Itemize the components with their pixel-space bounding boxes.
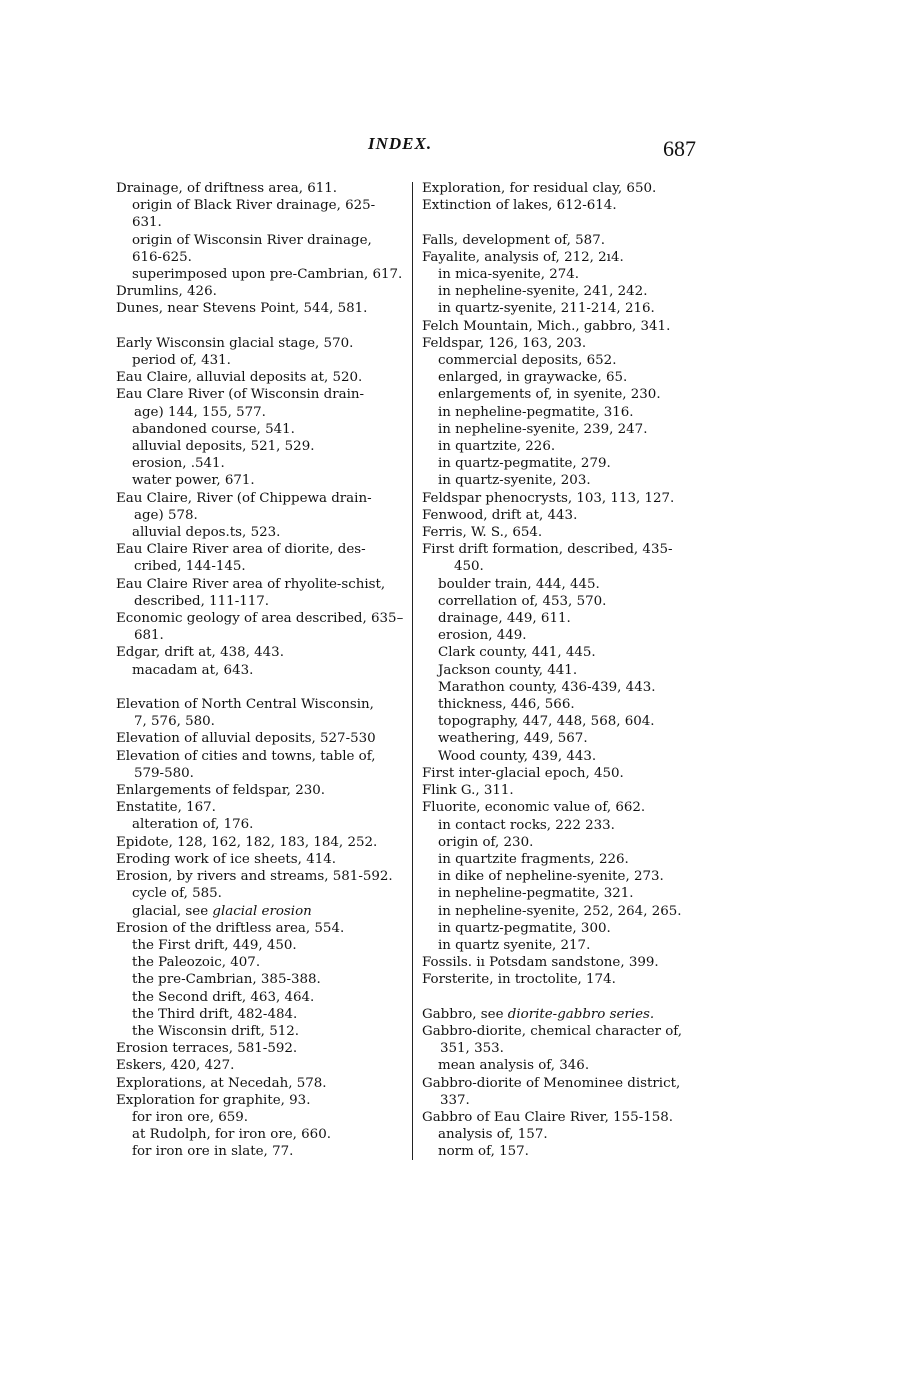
- index-entry: [422, 954, 712, 971]
- index-entry-text: the Second drift, 463, 464.: [132, 989, 315, 1005]
- index-entry: [116, 748, 408, 765]
- index-entry-text: alluvial deposits, 521, 529.: [132, 439, 315, 455]
- index-entry-text: First inter-glacial epoch, 450.: [422, 765, 624, 781]
- index-entry-text: Falls, development of, 587.: [422, 232, 605, 248]
- index-entry: [116, 472, 408, 489]
- index-entry-text: macadam at, 643.: [132, 662, 254, 678]
- index-entry: [422, 1057, 712, 1074]
- index-entry: [422, 782, 712, 799]
- index-entry: [116, 885, 408, 902]
- index-entry-text: Exploration for graphite, 93.: [116, 1092, 311, 1108]
- index-entry-text: the Third drift, 482-484.: [132, 1006, 298, 1022]
- index-entry: [116, 1006, 408, 1023]
- index-entry-text: correllation of, 453, 570.: [438, 593, 607, 609]
- index-entry: [116, 1040, 408, 1057]
- index-entry-text: Elevation of alluvial deposits, 527-530: [116, 731, 376, 747]
- index-entry: [422, 180, 712, 197]
- index-entry-text: Drumlins, 426.: [116, 284, 217, 300]
- index-entry-text: drainage, 449, 611.: [438, 611, 571, 627]
- index-entry-text: age) 578.: [134, 507, 198, 523]
- index-entry-text: Wood county, 439, 443.: [438, 748, 597, 764]
- index-entry: [422, 232, 712, 249]
- index-entry-text: Early Wisconsin glacial stage, 570.: [116, 335, 354, 351]
- index-entry: [116, 1075, 408, 1092]
- index-entry-text: Feldspar, 126, 163, 203.: [422, 335, 587, 351]
- index-entry: [116, 300, 408, 317]
- index-entry-text: the Paleozoic, 407.: [132, 955, 261, 971]
- index-entry: [116, 1143, 408, 1160]
- index-entry-text: Erosion terraces, 581-592.: [116, 1041, 298, 1057]
- index-entry: [116, 765, 408, 782]
- index-entry-text: cribed, 144-145.: [134, 559, 246, 575]
- index-entry-text: 351, 353.: [440, 1041, 504, 1057]
- index-entry-text: origin of Black River drainage, 625-: [132, 198, 376, 214]
- index-entry-text: Economic geology of area described, 635–: [116, 611, 404, 627]
- index-entry: [116, 558, 408, 575]
- index-entry: [116, 283, 408, 300]
- index-entry-text: mean analysis of, 346.: [438, 1058, 590, 1074]
- column-divider: [412, 182, 413, 1160]
- index-entry: [422, 662, 712, 679]
- index-entry-text: origin of Wisconsin River drainage,: [132, 232, 372, 248]
- index-entry: [116, 1023, 408, 1040]
- page-number: 687: [663, 136, 696, 161]
- index-entry-text: period of, 431.: [132, 353, 231, 369]
- index-entry-text: Edgar, drift at, 438, 443.: [116, 645, 284, 661]
- index-entry-text: Fayalite, analysis of, 212, 2ı4.: [422, 249, 624, 265]
- index-entry-text: 7, 576, 580.: [134, 714, 215, 730]
- index-entry: [116, 644, 408, 661]
- index-entry: [422, 644, 712, 661]
- index-entry-text: Eau Claire River area of diorite, des-: [116, 542, 366, 558]
- index-entry-text: Ferris, W. S., 654.: [422, 525, 543, 541]
- index-entry: [422, 971, 712, 988]
- index-column-left: [116, 180, 408, 1161]
- index-entry-text: in contact rocks, 222 233.: [438, 817, 615, 833]
- index-entry: [116, 541, 408, 558]
- index-entry-text: 631.: [132, 215, 162, 231]
- index-entry-text: commercial deposits, 652.: [438, 353, 617, 369]
- index-entry: [116, 1126, 408, 1143]
- index-entry: [422, 885, 712, 902]
- index-entry-text: Flink G., 311.: [422, 783, 514, 799]
- index-entry-text: Fossils. iı Potsdam sandstone, 399.: [422, 955, 659, 971]
- index-entry-text: alluvial depos.ts, 523.: [132, 525, 281, 541]
- index-entry-text: in quartz-syenite, 211-214, 216.: [438, 301, 655, 317]
- index-entry-text: in quartz-pegmatite, 279.: [438, 456, 611, 472]
- index-entry: [422, 455, 712, 472]
- index-entry: [116, 954, 408, 971]
- index-entry: [116, 404, 408, 421]
- index-entry-text: Dunes, near Stevens Point, 544, 581.: [116, 301, 368, 317]
- index-entry: [422, 404, 712, 421]
- index-entry-text: in quartzite fragments, 226.: [438, 851, 629, 867]
- index-entry-text: 616-625.: [132, 249, 192, 265]
- index-entry: [116, 438, 408, 455]
- index-entry: [116, 490, 408, 507]
- index-entry: [116, 989, 408, 1006]
- index-entry-text: Extinction of lakes, 612-614.: [422, 198, 617, 214]
- index-entry-text: topography, 447, 448, 568, 604.: [438, 714, 655, 730]
- index-entry-text: erosion, .541.: [132, 456, 225, 472]
- index-entry-text: Eau Claire, alluvial deposits at, 520.: [116, 370, 363, 386]
- index-entry: [116, 386, 408, 403]
- index-entry: [116, 180, 408, 197]
- index-entry: [422, 765, 712, 782]
- index-entry-text: described, 111-117.: [134, 593, 270, 609]
- index-entry-text: in quartz-syenite, 203.: [438, 473, 591, 489]
- index-entry: [116, 249, 408, 266]
- index-entry: [422, 799, 712, 816]
- index-entry: [422, 730, 712, 747]
- index-entry-text: in nepheline-syenite, 241, 242.: [438, 284, 648, 300]
- index-entry-text: Erosion of the driftless area, 554.: [116, 920, 345, 936]
- index-entry-text: 450.: [454, 559, 484, 575]
- index-entry: [116, 696, 408, 713]
- index-entry: [422, 1075, 712, 1092]
- index-entry: [422, 748, 712, 765]
- index-entry-text: alteration of, 176.: [132, 817, 254, 833]
- index-entry-text: in quartzite, 226.: [438, 439, 556, 455]
- index-entry-text: Gabbro-diorite of Menominee district,: [422, 1075, 681, 1091]
- index-entry: [116, 834, 408, 851]
- index-entry-text: Fenwood, drift at, 443.: [422, 507, 578, 523]
- index-entry-text: Fluorite, economic value of, 662.: [422, 800, 646, 816]
- index-entry: [116, 576, 408, 593]
- index-entry-text: Eau Clare River (of Wisconsin drain-: [116, 387, 365, 403]
- index-entry-text: Marathon county, 436-439, 443.: [438, 679, 656, 695]
- index-entry-text: Feldspar phenocrysts, 103, 113, 127.: [422, 490, 675, 506]
- index-entry: [116, 352, 408, 369]
- index-entry-text: Gabbro of Eau Claire River, 155-158.: [422, 1109, 674, 1125]
- index-entry-text: glacial, see: [132, 903, 213, 919]
- index-entry-text: Elevation of North Central Wisconsin,: [116, 697, 374, 713]
- index-entry: [116, 369, 408, 386]
- index-entry-text: Erosion, by rivers and streams, 581-592.: [116, 869, 393, 885]
- index-entry-text: Gabbro-diorite, chemical character of,: [422, 1023, 683, 1039]
- index-entry-text: analysis of, 157.: [438, 1127, 548, 1143]
- index-entry-text: Epidote, 128, 162, 182, 183, 184, 252.: [116, 834, 378, 850]
- index-entry-text: Drainage, of driftness area, 611.: [116, 181, 338, 196]
- index-entry-text: norm of, 157.: [438, 1144, 529, 1160]
- index-entry-text: Exploration, for residual clay, 650.: [422, 181, 657, 196]
- index-entry-text: Eroding work of ice sheets, 414.: [116, 851, 337, 867]
- index-entry: [116, 197, 408, 214]
- index-entry: [116, 610, 408, 627]
- index-entry: [422, 696, 712, 713]
- index-entry: [116, 232, 408, 249]
- index-entry-text: water power, 671.: [132, 473, 255, 489]
- index-entry-text: for iron ore in slate, 77.: [132, 1144, 294, 1160]
- index-entry-text: cycle of, 585.: [132, 886, 222, 902]
- index-entry-text: Enstatite, 167.: [116, 800, 216, 816]
- index-entry-italic: glacial erosion: [212, 903, 312, 919]
- index-entry-text: the Wisconsin drift, 512.: [132, 1023, 300, 1039]
- index-entry-text: boulder train, 444, 445.: [438, 576, 600, 592]
- index-entry-text: Elevation of cities and towns, table of,: [116, 748, 376, 764]
- index-spacer: [422, 989, 712, 1006]
- index-entry: [422, 903, 712, 920]
- index-entry: [116, 937, 408, 954]
- index-entry: [422, 369, 712, 386]
- index-entry: [116, 214, 408, 231]
- index-entry-text: in quartz syenite, 217.: [438, 937, 591, 953]
- index-entry-text: weathering, 449, 567.: [438, 731, 588, 747]
- index-entry: [116, 507, 408, 524]
- index-spacer: [116, 679, 408, 696]
- index-entry: [116, 662, 408, 679]
- index-entry-text: in nepheline-syenite, 239, 247.: [438, 421, 648, 437]
- index-entry: [422, 1109, 712, 1126]
- index-entry-text: erosion, 449.: [438, 628, 527, 644]
- index-entry: [422, 834, 712, 851]
- index-entry: [422, 283, 712, 300]
- index-spacer: [116, 318, 408, 335]
- index-entry: [422, 197, 712, 214]
- index-entry-text: Eskers, 420, 427.: [116, 1058, 235, 1074]
- index-entry: [422, 335, 712, 352]
- index-entry-text: Enlargements of feldspar, 230.: [116, 783, 326, 799]
- index-entry-text: Eau Claire, River (of Chippewa drain-: [116, 490, 372, 506]
- index-entry-text: Explorations, at Necedah, 578.: [116, 1075, 327, 1091]
- index-entry: [422, 1092, 712, 1109]
- index-entry: [116, 799, 408, 816]
- index-entry: [422, 421, 712, 438]
- index-entry: [422, 920, 712, 937]
- index-entry: [422, 1040, 712, 1057]
- index-entry-text: origin of, 230.: [438, 834, 534, 850]
- index-entry: [116, 1109, 408, 1126]
- index-entry-text: Jackson county, 441.: [438, 662, 578, 678]
- index-entry: [116, 455, 408, 472]
- index-entry-text: superimposed upon pre-Cambrian, 617.: [132, 267, 403, 283]
- index-entry-text: enlarged, in graywacke, 65.: [438, 370, 628, 386]
- index-entry-text: abandoned course, 541.: [132, 421, 295, 437]
- index-entry-text: 579-580.: [134, 765, 194, 781]
- index-entry: [422, 851, 712, 868]
- index-entry: [422, 817, 712, 834]
- index-entry: [422, 1023, 712, 1040]
- index-entry-text: in nepheline-pegmatite, 316.: [438, 404, 634, 420]
- index-entry: [116, 971, 408, 988]
- index-entry-text: in quartz-pegmatite, 300.: [438, 920, 611, 936]
- index-entry-text: enlargements of, in syenite, 230.: [438, 387, 661, 403]
- index-entry: [422, 713, 712, 730]
- index-entry: [116, 593, 408, 610]
- index-entry-text: Eau Claire River area of rhyolite-schist,: [116, 576, 386, 592]
- index-entry: [422, 868, 712, 885]
- index-entry-text: thickness, 446, 566.: [438, 697, 575, 713]
- index-entry-text: 681.: [134, 628, 164, 644]
- index-entry: [116, 627, 408, 644]
- index-entry-text: the pre-Cambrian, 385-388.: [132, 972, 321, 988]
- index-entry-text: First drift formation, described, 435-: [422, 542, 673, 558]
- index-entry: [422, 249, 712, 266]
- index-entry: [422, 524, 712, 541]
- index-entry: [422, 472, 712, 489]
- index-entry-text: the First drift, 449, 450.: [132, 937, 297, 953]
- index-entry: [116, 868, 408, 885]
- running-head: INDEX.: [368, 134, 433, 153]
- index-entry-text: Clark county, 441, 445.: [438, 645, 596, 661]
- index-entry-text: in nepheline-syenite, 252, 264, 265.: [438, 903, 682, 919]
- index-entry: [116, 524, 408, 541]
- index-entry: [116, 421, 408, 438]
- index-entry-italic: diorite-gabbro series.: [507, 1006, 655, 1022]
- index-spacer: [422, 214, 712, 231]
- index-entry: [116, 713, 408, 730]
- index-entry-text: age) 144, 155, 577.: [134, 404, 266, 420]
- index-entry-text: Felch Mountain, Mich., gabbro, 341.: [422, 318, 671, 334]
- index-entry: [422, 679, 712, 696]
- index-column-right: [422, 180, 712, 1161]
- index-entry: [116, 1092, 408, 1109]
- index-entry: [116, 730, 408, 747]
- index-entry: [422, 266, 712, 283]
- index-entry-text: in mica-syenite, 274.: [438, 267, 580, 282]
- index-entry: [116, 920, 408, 937]
- index-entry: [116, 782, 408, 799]
- index-entry: [422, 593, 712, 610]
- index-entry: [422, 438, 712, 455]
- index-entry-text: for iron ore, 659.: [132, 1109, 249, 1125]
- index-entry: [422, 576, 712, 593]
- index-entry: [422, 1126, 712, 1143]
- index-entry: [422, 627, 712, 644]
- index-entry: [422, 300, 712, 317]
- index-entry: [116, 266, 408, 283]
- index-entry: [422, 318, 712, 335]
- index-entry: [116, 1057, 408, 1074]
- index-entry: [422, 1143, 712, 1160]
- index-entry-text: in dike of nepheline-syenite, 273.: [438, 869, 664, 885]
- index-entry: [422, 937, 712, 954]
- index-entry: [422, 386, 712, 403]
- index-entry-text: at Rudolph, for iron ore, 660.: [132, 1127, 331, 1143]
- index-entry: [422, 1006, 712, 1023]
- index-entry: [422, 541, 712, 558]
- index-entry-text: Gabbro, see: [422, 1006, 508, 1022]
- index-entry-text: Forsterite, in troctolite, 174.: [422, 972, 616, 988]
- index-entry-text: 337.: [440, 1092, 470, 1108]
- index-entry: [116, 816, 408, 833]
- index-entry: [116, 903, 408, 920]
- index-entry: [422, 352, 712, 369]
- index-entry: [116, 851, 408, 868]
- index-entry: [422, 507, 712, 524]
- index-entry: [116, 335, 408, 352]
- index-entry: [422, 558, 712, 575]
- index-entry: [422, 610, 712, 627]
- index-entry: [422, 490, 712, 507]
- index-entry-text: in nepheline-pegmatite, 321.: [438, 886, 634, 902]
